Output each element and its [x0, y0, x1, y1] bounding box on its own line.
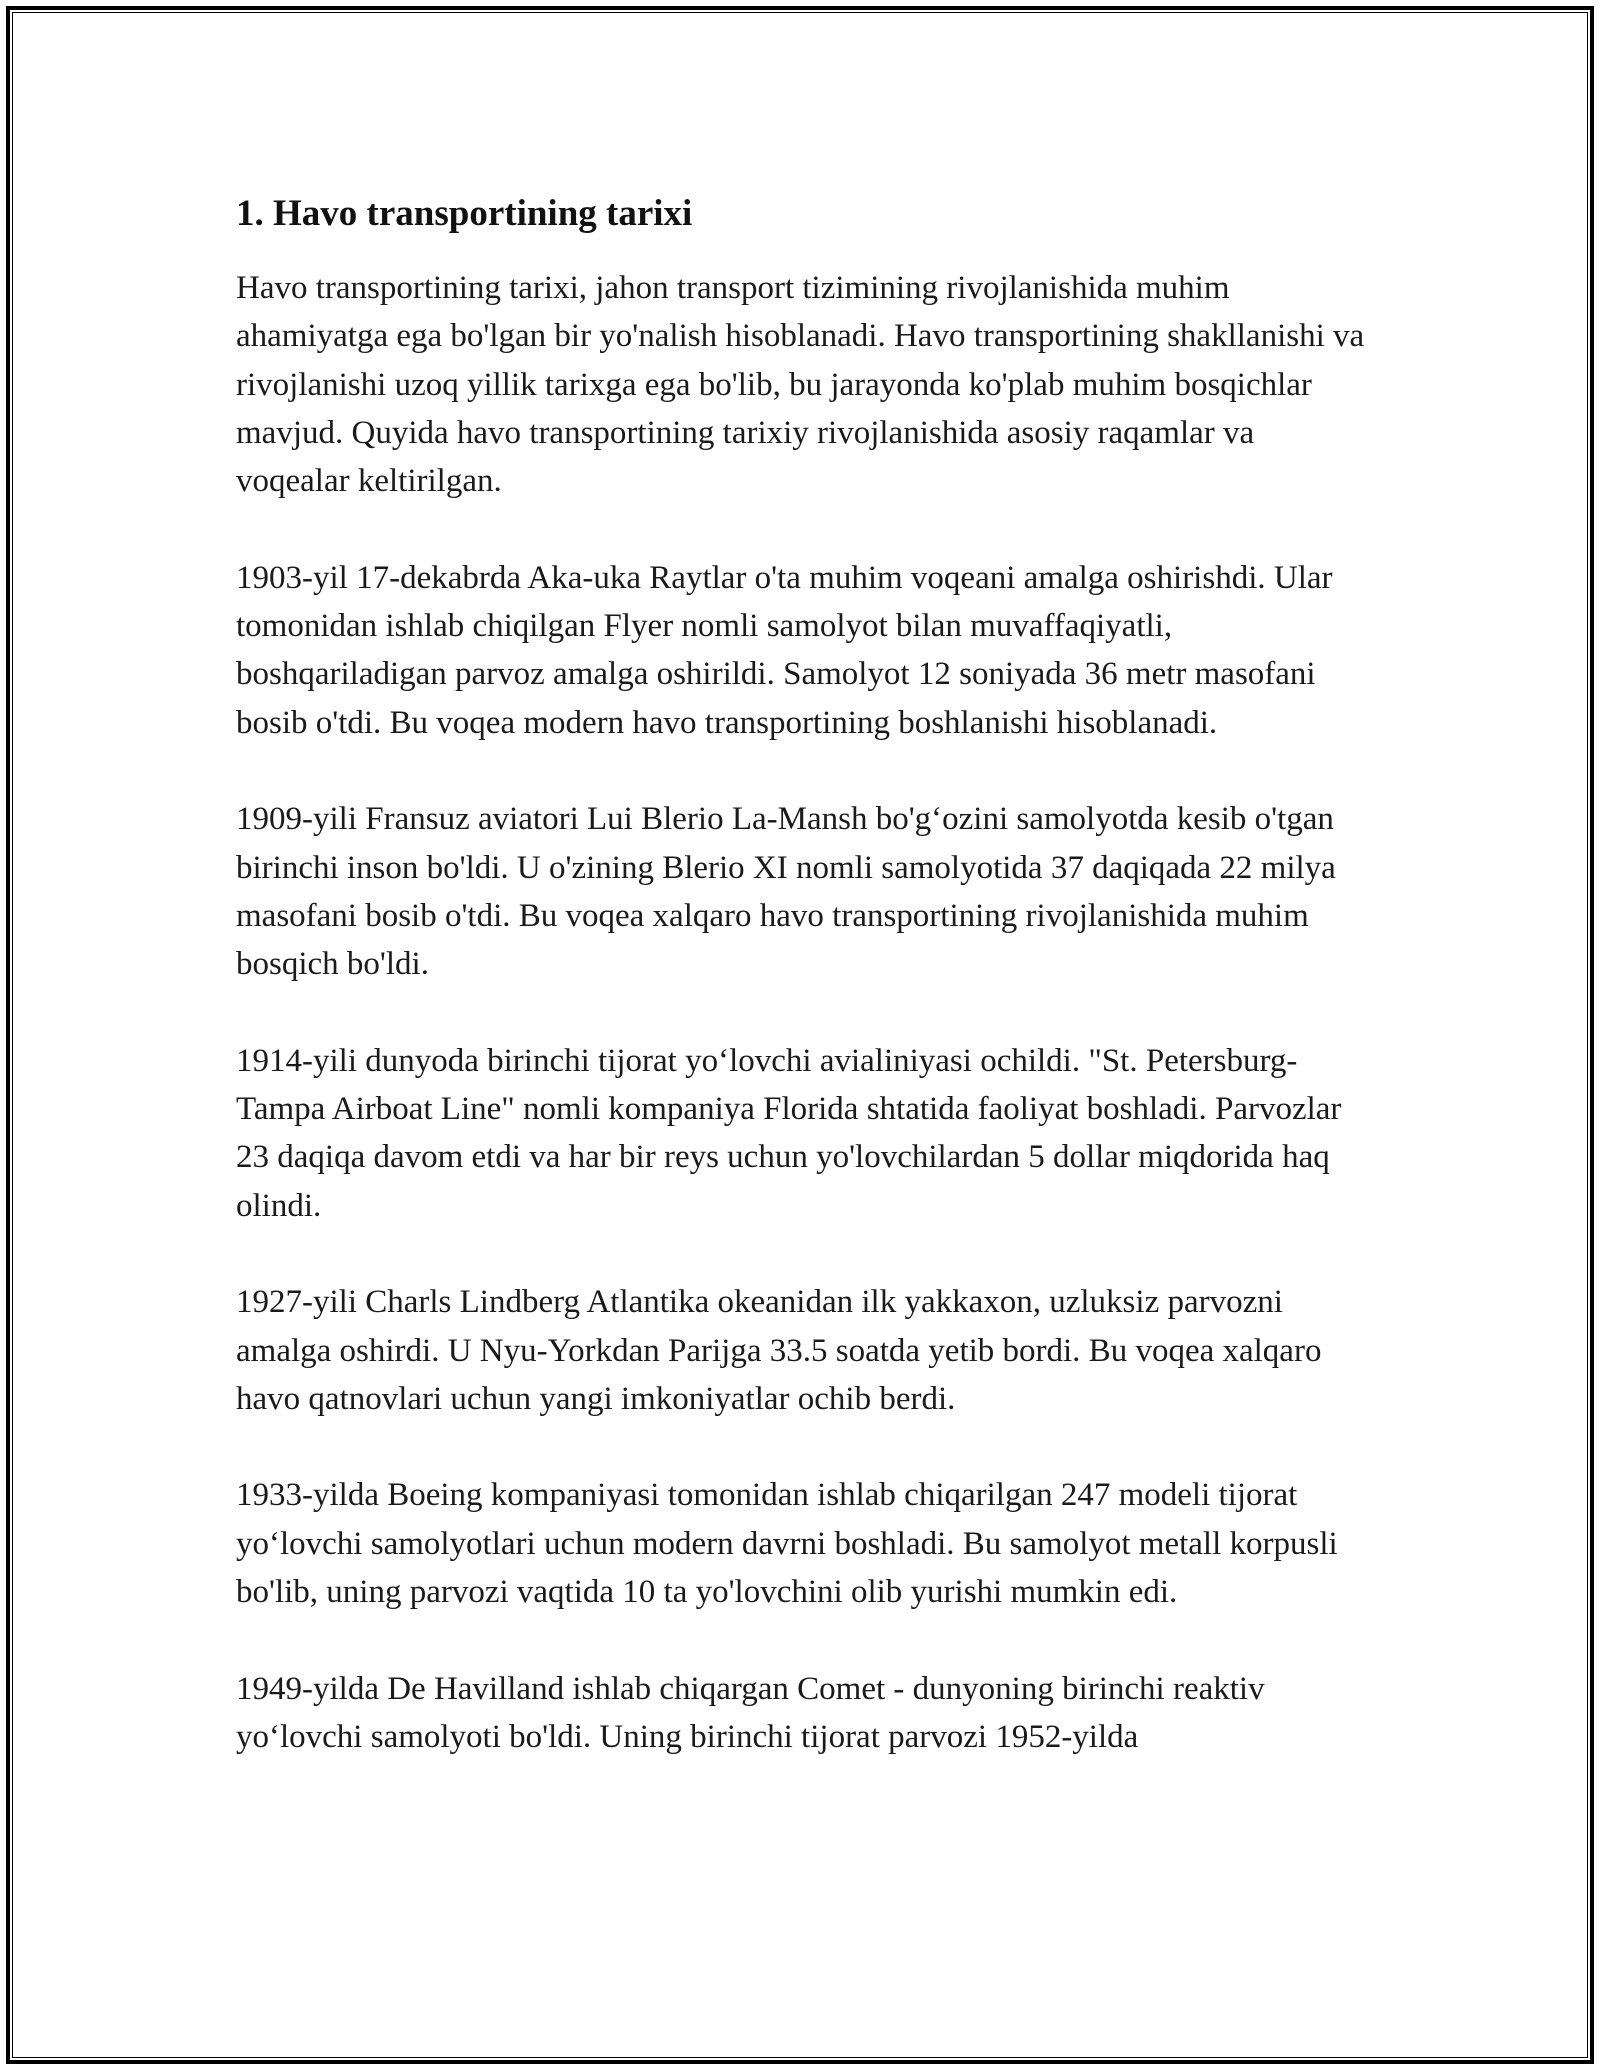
paragraph-1927: 1927-yili Charls Lindberg Atlantika okeanidan ilk yakkaxon, uzluksiz parvozni amalga oshirdi. U Nyu-Yorkdan Parijga 33.5 soatda yetib bordi. Bu voqea xalqaro havo qatnovlari uchun yangi imkoniyatlar ochib berdi.: [236, 1284, 1322, 1417]
paragraph-1933: 1933-yilda Boeing kompaniyasi tomonidan ishlab chiqarilgan 247 modeli tijorat yo‘lovchi samolyotlari uchun modern davrni boshladi. Bu samolyot metall korpusli bo'lib, uning parvozi vaqtida 10 ta yo'lovchini olib yurishi mumkin edi.: [236, 1477, 1338, 1611]
paragraph-1909: 1909-yili Fransuz aviatori Lui Blerio La-Mansh bo'g‘ozini samolyotda kesib o'tgan birinchi inson bo'ldi. U o'zining Blerio XI nomli samolyotida 37 daqiqada 22 milya masofani bosib o'tdi. Bu voqea xalqaro havo transportining rivojlanishida muhim bosqich bo'ldi.: [236, 801, 1336, 983]
section-heading: 1. Havo transportining tarixi: [236, 193, 693, 234]
document-body: [236, 186, 1376, 1810]
paragraph-1949: 1949-yilda De Havilland ishlab chiqargan Comet - dunyoning birinchi reaktiv yo‘lovchi samolyoti bo'ldi. Uning birinchi tijorat parvozi 1952-yilda: [236, 1670, 1265, 1755]
paragraph-intro: Havo transportining tarixi, jahon transport tizimining rivojlanishida muhim ahamiyatga ega bo'lgan bir yo'nalish hisoblanadi. Havo transportining shakllanishi va rivojlanishi uzoq yillik tarixga ega bo'lib, bu jarayonda ko'plab muhim bosqichlar mavjud. Quyida havo transportining tarixiy rivojlanishida asosiy raqamlar va voqealar keltirilgan.: [236, 270, 1365, 500]
paragraph-1914: 1914-yili dunyoda birinchi tijorat yo‘lovchi avialiniyasi ochildi. "St. Petersburg-Tampa Airboat Line" nomli kompaniya Florida shtatida faoliyat boshladi. Parvozlar 23 daqiqa davom etdi va har bir reys uchun yo'lovchilardan 5 dollar miqdorida haq olindi.: [236, 1042, 1342, 1224]
paragraph-1903: 1903-yil 17-dekabrda Aka-uka Raytlar o'ta muhim voqeani amalga oshirishdi. Ular tomonidan ishlab chiqilgan Flyer nomli samolyot bilan muvaffaqiyatli, boshqariladigan parvoz amalga oshirildi. Samolyot 12 soniyada 36 metr masofani bosib o'tdi. Bu voqea modern havo transportining boshlanishi hisoblanadi.: [236, 559, 1333, 741]
